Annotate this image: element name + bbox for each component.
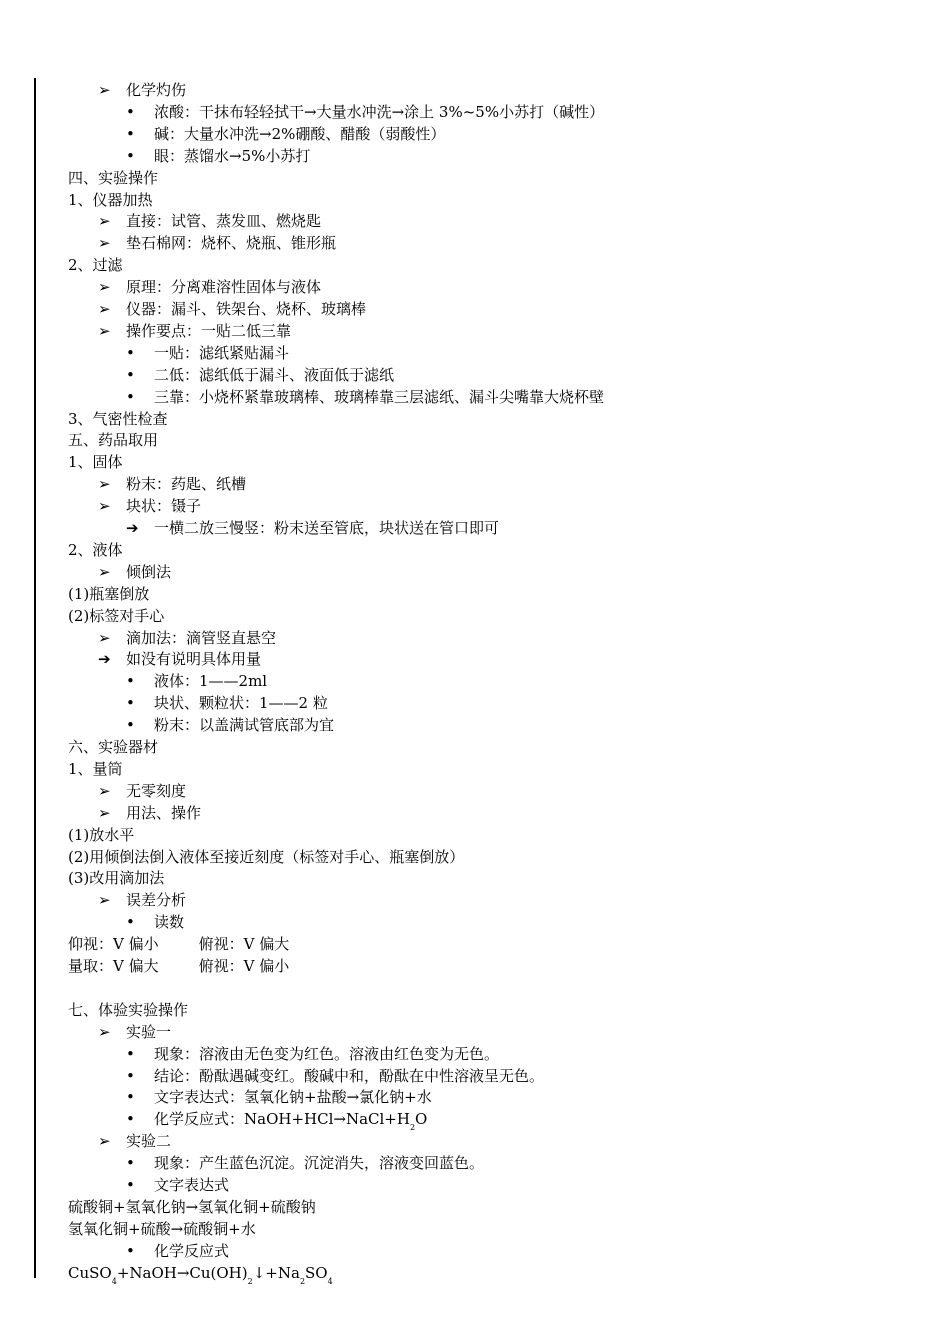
line-text: 七、体验实验操作	[68, 1000, 189, 1019]
line-text: 读数	[154, 913, 185, 932]
text-line	[68, 583, 149, 605]
text-line	[68, 408, 168, 430]
bullet-icon: •	[126, 1241, 135, 1260]
text-line	[68, 999, 188, 1021]
text-line	[126, 145, 310, 167]
arrow-bullet-icon: ➢	[98, 891, 111, 910]
line-text: 一横二放三慢竖：粉末送至管底，块状送在管口即可	[154, 519, 500, 537]
line-text: 化学反应式	[154, 1241, 230, 1260]
line-text: ↓+Na	[252, 1263, 300, 1282]
line-text: 1、仪器加热	[68, 190, 153, 209]
line-text: CuSO	[68, 1263, 112, 1282]
text-line	[98, 1021, 171, 1043]
line-text: 实验一	[126, 1022, 172, 1041]
text-line	[98, 298, 366, 320]
text-line	[68, 846, 464, 868]
line-text: 文字表达式：氢氧化钠+盐酸→氯化钠+水	[154, 1088, 432, 1107]
arrow-bullet-icon: ➢	[98, 300, 111, 318]
text-line	[68, 867, 164, 889]
line-text: 结论：酚酞遇碱变红。酸碱中和，酚酞在中性溶液呈无色。	[154, 1066, 545, 1085]
text-line	[68, 254, 123, 276]
line-text: 块状：镊子	[126, 497, 202, 516]
text-line	[68, 758, 123, 780]
arrow-bullet-icon: ➢	[98, 803, 111, 822]
arrow-bullet-icon: ➔	[98, 650, 111, 669]
text-line	[126, 123, 445, 145]
line-text: 五、药品取用	[68, 431, 159, 450]
text-line	[98, 232, 336, 254]
bullet-icon: •	[126, 146, 135, 165]
text-line	[98, 79, 186, 101]
text-line	[98, 780, 186, 802]
arrow-bullet-icon: ➢	[98, 1022, 111, 1041]
text-line	[68, 824, 134, 846]
line-text: 文字表达式	[154, 1176, 230, 1194]
line-text: 化学反应式：NaOH+HCl→NaCl+H	[154, 1110, 410, 1129]
text-line	[126, 1240, 229, 1262]
text-line	[126, 364, 394, 386]
arrow-bullet-icon: ➢	[98, 781, 111, 800]
line-text: 2、液体	[68, 540, 123, 559]
text-line	[98, 473, 246, 495]
line-text: 用法、操作	[126, 803, 202, 822]
text-line	[126, 692, 328, 714]
subscript: 4	[327, 1276, 333, 1286]
line-text: 浓酸：干抹布轻轻拭干→大量水冲洗→涂上 3%~5%小苏打（碱性）	[154, 102, 605, 121]
line-text: 化学灼伤	[126, 81, 187, 99]
text-line	[126, 1152, 484, 1174]
text-line	[98, 210, 321, 232]
line-text: 直接：试管、蒸发皿、燃烧匙	[126, 212, 322, 231]
text-line	[68, 1218, 256, 1240]
line-text: 操作要点：一贴二低三靠	[126, 321, 292, 340]
text-line	[68, 1262, 333, 1284]
text-line	[98, 561, 171, 583]
arrow-bullet-icon: ➢	[98, 475, 111, 494]
bullet-icon: •	[126, 1066, 135, 1085]
arrow-bullet-icon: ➢	[98, 234, 111, 253]
line-text: 倾倒法	[126, 562, 172, 581]
bullet-icon: •	[126, 1154, 135, 1173]
arrow-bullet-icon: ➢	[98, 321, 111, 340]
text-line	[98, 276, 321, 298]
text-line	[98, 1130, 171, 1152]
line-text: 块状、颗粒状：1——2 粒	[154, 694, 328, 713]
subscript: 2	[247, 1276, 253, 1286]
text-line	[98, 627, 276, 649]
bullet-icon: •	[126, 124, 135, 143]
line-text: 原理：分离难溶性固体与液体	[126, 278, 322, 297]
line-text: 误差分析	[126, 891, 187, 910]
text-line	[126, 342, 289, 364]
text-line	[126, 1065, 544, 1087]
text-line	[126, 517, 499, 539]
line-text: 硫酸铜+氢氧化钠→氢氧化铜+硫酸钠	[68, 1197, 316, 1216]
arrow-bullet-icon: ➢	[98, 81, 111, 99]
line-text: 液体：1——2ml	[154, 672, 268, 691]
line-text: 碱：大量水冲洗→2%硼酸、醋酸（弱酸性）	[154, 124, 446, 143]
bullet-icon: •	[126, 102, 135, 121]
line-text-right: 俯视：V 偏小	[198, 957, 290, 975]
text-line	[98, 889, 186, 911]
line-text: +NaOH→Cu(OH)	[116, 1263, 248, 1282]
text-line	[68, 736, 158, 758]
line-text: 无零刻度	[126, 781, 187, 800]
text-line	[68, 605, 164, 627]
bullet-icon: •	[126, 1088, 135, 1107]
bullet-icon: •	[126, 694, 135, 713]
line-text: 二低：滤纸低于漏斗、液面低于滤纸	[154, 365, 395, 384]
text-line	[68, 539, 123, 561]
arrow-bullet-icon: ➢	[98, 562, 111, 581]
line-text: (1)瓶塞倒放	[68, 584, 150, 603]
line-text: 1、固体	[68, 453, 123, 472]
line-text: 滴加法：滴管竖直悬空	[126, 628, 277, 647]
subscript: 4	[111, 1276, 117, 1286]
line-text: (1)放水平	[68, 825, 135, 844]
line-text: 粉末：药匙、纸槽	[126, 475, 247, 494]
subscript: 2	[409, 1123, 416, 1133]
text-line	[68, 1196, 316, 1218]
line-text: O	[415, 1110, 428, 1129]
text-line	[126, 1108, 428, 1133]
text-line	[126, 1174, 229, 1196]
arrow-bullet-icon: ➔	[126, 519, 139, 537]
line-text: 量取：V 偏大	[68, 957, 159, 975]
line-text: 粉末：以盖满试管底部为宜	[154, 716, 335, 735]
arrow-bullet-icon: ➢	[98, 278, 111, 297]
line-text-right: 俯视：V 偏大	[198, 935, 290, 954]
bullet-icon: •	[126, 1110, 135, 1129]
bullet-icon: •	[126, 387, 135, 406]
text-line	[126, 101, 604, 123]
text-line	[126, 670, 267, 692]
text-line	[98, 648, 261, 670]
line-text: 垫石棉网：烧杯、烧瓶、锥形瓶	[126, 234, 337, 253]
text-line	[68, 955, 289, 977]
bullet-icon: •	[126, 365, 135, 384]
text-line	[126, 714, 334, 736]
text-line	[68, 189, 153, 211]
text-line	[68, 451, 123, 473]
text-line	[68, 429, 158, 451]
text-line	[126, 911, 184, 933]
line-text: 1、量筒	[68, 759, 123, 778]
line-text: 现象：溶液由无色变为红色。溶液由红色变为无色。	[154, 1044, 500, 1063]
text-line	[98, 320, 291, 342]
left-margin-rule	[34, 78, 36, 1278]
line-text: 氢氧化铜+硫酸→硫酸铜+水	[68, 1219, 256, 1238]
line-text: 仪器：漏斗、铁架台、烧杯、玻璃棒	[126, 300, 367, 318]
subscript: 2	[299, 1276, 306, 1286]
arrow-bullet-icon: ➢	[98, 1132, 111, 1151]
line-text: (2)标签对手心	[68, 606, 165, 625]
text-line	[98, 802, 201, 824]
arrow-bullet-icon: ➢	[98, 628, 111, 647]
line-text: 现象：产生蓝色沉淀。沉淀消失，溶液变回蓝色。	[154, 1154, 485, 1173]
line-text: SO	[305, 1263, 328, 1282]
line-text: (2)用倾倒法倒入液体至接近刻度（标签对手心、瓶塞倒放）	[68, 847, 465, 866]
line-text: 眼：蒸馏水→5%小苏打	[154, 146, 311, 165]
arrow-bullet-icon: ➢	[98, 497, 111, 516]
line-text: 一贴：滤纸紧贴漏斗	[154, 343, 290, 362]
bullet-icon: •	[126, 913, 135, 932]
bullet-icon: •	[126, 1044, 135, 1063]
bullet-icon: •	[126, 672, 135, 691]
line-text: 四、实验操作	[68, 168, 159, 187]
text-line	[68, 167, 158, 189]
line-text: 3、气密性检查	[68, 409, 168, 428]
arrow-bullet-icon: ➢	[98, 212, 111, 231]
bullet-icon: •	[126, 1176, 135, 1194]
line-text: 仰视：V 偏小	[68, 935, 159, 954]
bullet-icon: •	[126, 716, 135, 735]
text-line	[98, 495, 201, 517]
text-line	[126, 386, 604, 408]
line-text: (3)改用滴加法	[68, 869, 165, 888]
text-line	[68, 933, 289, 955]
line-text: 如没有说明具体用量	[126, 650, 262, 669]
text-line	[126, 1043, 499, 1065]
text-line	[126, 1086, 432, 1108]
line-text: 三靠：小烧杯紧靠玻璃棒、玻璃棒靠三层滤纸、漏斗尖嘴靠大烧杯壁	[154, 387, 605, 406]
bullet-icon: •	[126, 343, 135, 362]
line-text: 六、实验器材	[68, 738, 159, 756]
line-text: 2、过滤	[68, 256, 123, 275]
line-text: 实验二	[126, 1132, 172, 1151]
